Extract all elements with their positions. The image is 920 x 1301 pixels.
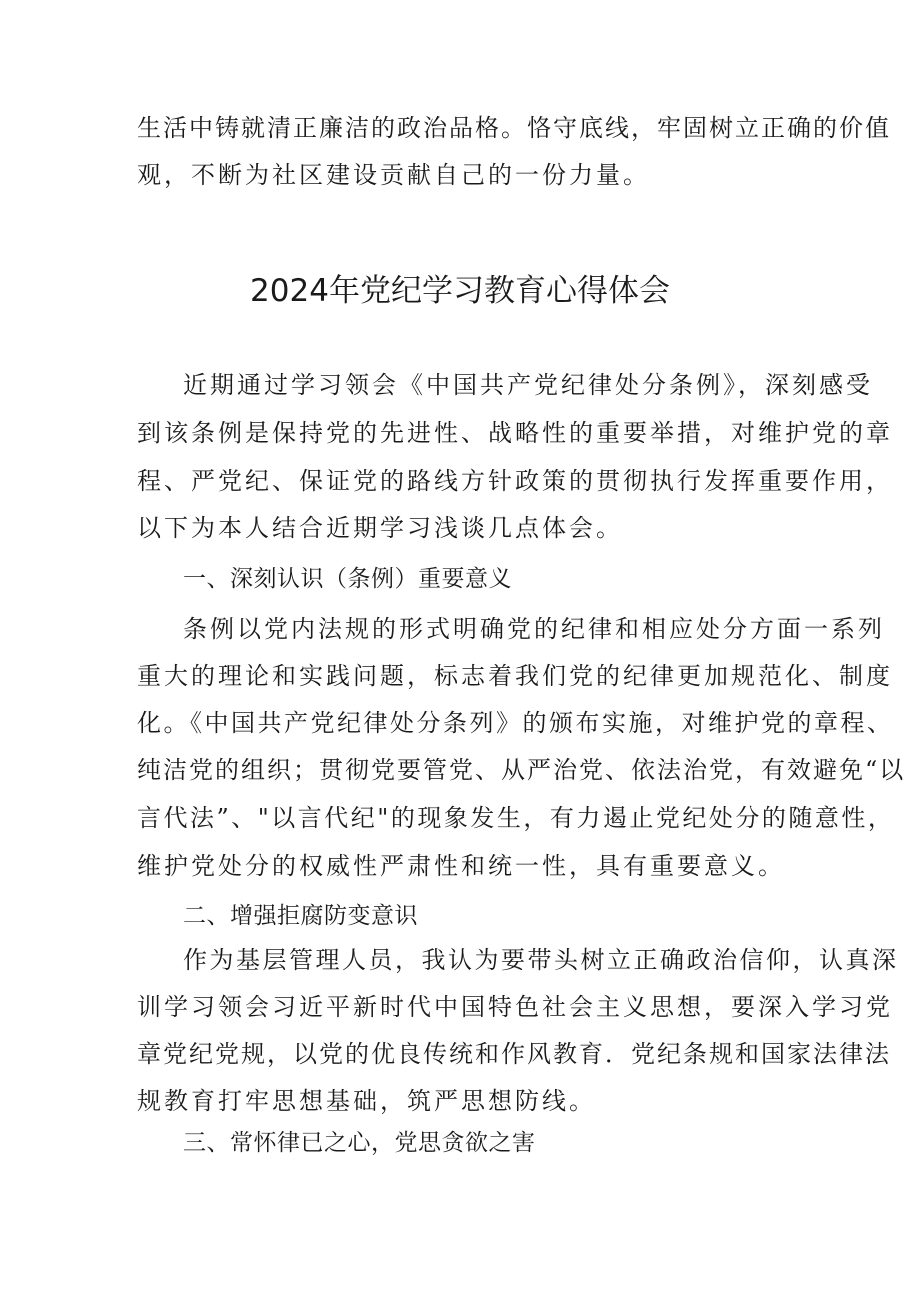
section1-line-6: 维护党处分的权威性严肃性和统一性，具有重要意义。 <box>137 852 785 880</box>
section3-heading: 三、常怀律已之心，党思贪欲之害 <box>183 1130 536 1156</box>
document-title: 2024年党纪学习教育心得体会 <box>250 273 670 309</box>
section2-line-3: 章党纪党规，以党的优良传统和作风教育．党纪条规和国家法律法 <box>137 1040 891 1068</box>
section1-line-3: 化。《中国共产党纪律处分条列》的颁布实施，对维护党的章程、 <box>137 709 894 737</box>
section1-line-2: 重大的理论和实践问题，标志着我们党的纪律更加规范化、制度 <box>137 662 893 690</box>
section1-line-5: 言代法”、"以言代纪"的现象发生，有力遏止党纪处分的随意性， <box>137 804 895 832</box>
section1-heading: 一、深刻认识（条例）重要意义 <box>183 566 512 592</box>
intro-line-3: 程、严党纪、保证党的路线方针政策的贯彻执行发挥重要作用， <box>137 467 893 495</box>
section2-line-2: 训学习领会习近平新时代中国特色社会主义思想，要深入学习党 <box>137 993 893 1021</box>
section1-line-1: 条例以党内法规的形式明确党的纪律和相应处分方面一系列 <box>183 615 885 643</box>
section2-line-1: 作为基层管理人员，我认为要带头树立正确政治信仰，认真深 <box>183 946 899 974</box>
section2-line-4: 规教育打牢思想基础，筑严思想防线。 <box>137 1087 596 1115</box>
section1-line-4: 纯洁党的组织；贯彻党要管党、从严治党、依法治党，有效避免“以 <box>137 756 906 784</box>
section2-heading: 二、增强拒腐防变意识 <box>183 903 418 929</box>
top-paragraph-line-2: 观，不断为社区建设贡献自己的一份力量。 <box>137 161 650 189</box>
intro-line-1: 近期通过学习领会《中国共产党纪律处分条例》，深刻感受 <box>183 371 873 399</box>
intro-line-4: 以下为本人结合近期学习浅谈几点体会。 <box>137 514 623 542</box>
top-paragraph-line-1: 生活中铸就清正廉洁的政治品格。恪守底线，牢固树立正确的价值 <box>137 114 891 142</box>
intro-line-2: 到该条例是保持党的先进性、战略性的重要举措，对维护党的章 <box>137 419 893 447</box>
